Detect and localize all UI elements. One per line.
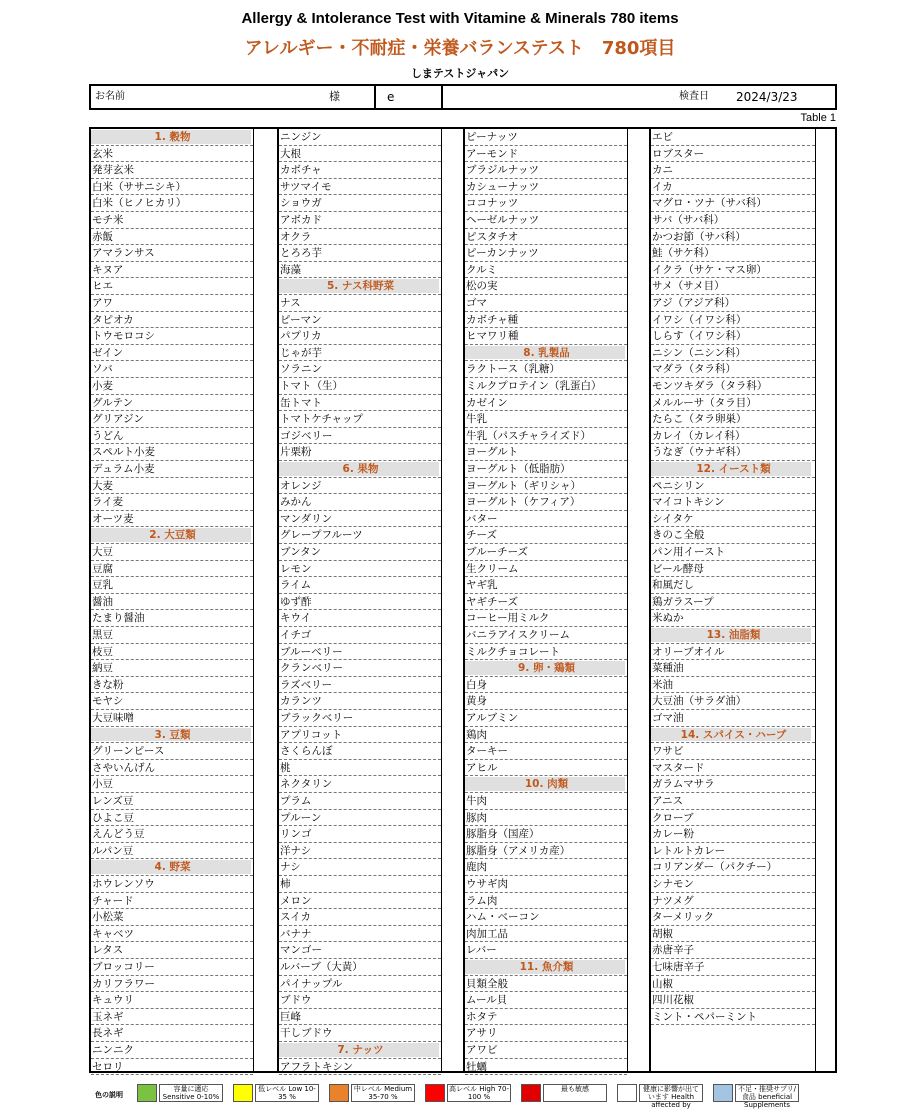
food-item: ホタテ [465, 1009, 627, 1026]
food-item: 赤飯 [91, 229, 253, 246]
food-item: キャベツ [91, 926, 253, 943]
food-item: きな粉 [91, 677, 253, 694]
column-divider [627, 129, 628, 1071]
food-item: 鶏ガラスープ [651, 594, 815, 611]
food-item: 牡蠣 [465, 1059, 627, 1076]
food-item: とろろ芋 [279, 245, 441, 262]
date-value: 2024/3/23 [736, 90, 798, 104]
food-item: カゼイン [465, 395, 627, 412]
food-item: ヤギ乳 [465, 577, 627, 594]
food-item: 醤油 [91, 594, 253, 611]
food-item: アジ（アジア科） [651, 295, 815, 312]
food-item: ネクタリン [279, 776, 441, 793]
legend-text: 低レベル Low 10-35 % [255, 1084, 319, 1102]
food-item: バニラアイスクリーム [465, 627, 627, 644]
food-item: アサリ [465, 1025, 627, 1042]
food-item: チーズ [465, 527, 627, 544]
category-header [91, 527, 253, 544]
date-label: 検査日 [679, 91, 709, 102]
category-header [279, 278, 441, 295]
food-item: うなぎ（ウナギ科） [651, 444, 815, 461]
food-item: プルーン [279, 810, 441, 827]
food-item: クランベリー [279, 660, 441, 677]
food-item: 発芽玄米 [91, 162, 253, 179]
food-item: マンダリン [279, 511, 441, 528]
food-item: うどん [91, 428, 253, 445]
food-item: ターメリック [651, 909, 815, 926]
food-item: エビ [651, 129, 815, 146]
food-item: レトルトカレー [651, 843, 815, 860]
food-item: 大豆味噌 [91, 710, 253, 727]
food-item: アフラトキシン [279, 1059, 441, 1076]
food-item: ワサビ [651, 743, 815, 760]
food-item: アルブミン [465, 710, 627, 727]
food-item: スイカ [279, 909, 441, 926]
food-item: えんどう豆 [91, 826, 253, 843]
food-item: メロン [279, 893, 441, 910]
category-header [465, 660, 627, 677]
food-item: アニス [651, 793, 815, 810]
food-item: バター [465, 511, 627, 528]
food-item: 大豆油（サラダ油） [651, 693, 815, 710]
category-header [651, 727, 815, 744]
column-divider [815, 129, 816, 1071]
food-item: 山椒 [651, 976, 815, 993]
food-item: チャード [91, 893, 253, 910]
food-item: ソラニン [279, 361, 441, 378]
food-item: プラム [279, 793, 441, 810]
food-item: ブロッコリー [91, 959, 253, 976]
legend-swatch [329, 1084, 349, 1102]
food-item: キヌア [91, 262, 253, 279]
food-item: 菜種油 [651, 660, 815, 677]
food-item: パイナップル [279, 976, 441, 993]
food-item: 和風だし [651, 577, 815, 594]
food-item: クルミ [465, 262, 627, 279]
food-item: 胡椒 [651, 926, 815, 943]
food-item: ココナッツ [465, 195, 627, 212]
food-item: ロブスター [651, 146, 815, 163]
food-item: トマトケチャップ [279, 411, 441, 428]
food-item: ヘーゼルナッツ [465, 212, 627, 229]
food-item: マダラ（タラ科） [651, 361, 815, 378]
food-item: みかん [279, 494, 441, 511]
food-item: オリーブオイル [651, 644, 815, 661]
food-item: リンゴ [279, 826, 441, 843]
food-item: ラズベリー [279, 677, 441, 694]
food-item: ヤギチーズ [465, 594, 627, 611]
food-item: 七味唐辛子 [651, 959, 815, 976]
food-item: グレープフルーツ [279, 527, 441, 544]
food-item: ブンタン [279, 544, 441, 561]
food-item: シイタケ [651, 511, 815, 528]
food-item: ニンジン [279, 129, 441, 146]
food-item: 玉ネギ [91, 1009, 253, 1026]
food-item: 白身 [465, 677, 627, 694]
info-bar [89, 84, 837, 110]
food-item: パン用イースト [651, 544, 815, 561]
food-item: ラクトース（乳糖） [465, 361, 627, 378]
legend-text: 容量に適応 Sensitive 0-10% [159, 1084, 223, 1102]
category-label: 3. 豆類 [154, 728, 191, 741]
food-item: 鶏肉 [465, 727, 627, 744]
food-item: レンズ豆 [91, 793, 253, 810]
category-label: 5. ナス科野菜 [326, 280, 395, 293]
honorific-label: 様 [329, 90, 340, 103]
food-item: マンゴー [279, 942, 441, 959]
category-header [91, 129, 253, 146]
food-item: サバ（サバ科） [651, 212, 815, 229]
food-item: きのこ全般 [651, 527, 815, 544]
food-item: ガラムマサラ [651, 776, 815, 793]
name-value: e [387, 90, 395, 104]
food-item: モンツキダラ（タラ科） [651, 378, 815, 395]
food-item: オレンジ [279, 478, 441, 495]
food-item: ハム・ベーコン [465, 909, 627, 926]
food-item: 肉加工品 [465, 926, 627, 943]
food-item: モヤシ [91, 693, 253, 710]
food-item: イワシ（イワシ科） [651, 312, 815, 329]
food-item: カニ [651, 162, 815, 179]
category-header [279, 461, 441, 478]
column-divider [441, 129, 442, 1071]
category-header [651, 461, 815, 478]
food-item: オクラ [279, 229, 441, 246]
food-item: シナモン [651, 876, 815, 893]
color-legend [89, 1084, 837, 1109]
food-item: サツマイモ [279, 179, 441, 196]
category-label: 14. スパイス・ハーブ [680, 728, 787, 741]
food-item: ゼイン [91, 345, 253, 362]
food-item: カランツ [279, 693, 441, 710]
food-item: 赤唐辛子 [651, 942, 815, 959]
category-header [651, 627, 815, 644]
food-item: ソバ [91, 361, 253, 378]
title-japanese: アレルギー・不耐症・栄養バランステスト 780項目 [244, 38, 676, 59]
category-label: 4. 野菜 [154, 861, 191, 874]
food-item: ナシ [279, 859, 441, 876]
food-item: アーモンド [465, 146, 627, 163]
food-item: カボチャ [279, 162, 441, 179]
category-label: 10. 肉類 [524, 778, 569, 791]
food-item: マスタード [651, 760, 815, 777]
food-item: ルパン豆 [91, 843, 253, 860]
food-item: 海藻 [279, 262, 441, 279]
food-item: レタス [91, 942, 253, 959]
food-item: 米油 [651, 677, 815, 694]
food-item: さやいんげん [91, 760, 253, 777]
food-item: モチ米 [91, 212, 253, 229]
food-item: さくらんぼ [279, 743, 441, 760]
food-item: 柿 [279, 876, 441, 893]
food-item: ひよこ豆 [91, 810, 253, 827]
legend-text: 高レベル High 70-100 % [447, 1084, 511, 1102]
food-item: 鮭（サケ科） [651, 245, 815, 262]
food-item: セロリ [91, 1059, 253, 1076]
legend-text: 中レベル Medium 35-70 % [351, 1084, 415, 1102]
food-item: 白米（ヒノヒカリ） [91, 195, 253, 212]
category-label: 9. 卵・鶏類 [518, 662, 575, 675]
food-item: グルテン [91, 395, 253, 412]
legend-swatch [617, 1084, 637, 1102]
food-item: ヨーグルト（ケフィア） [465, 494, 627, 511]
category-label: 6. 果物 [342, 463, 379, 475]
food-item: キュウリ [91, 992, 253, 1009]
food-item: ヒマワリ種 [465, 328, 627, 345]
food-item: 黒豆 [91, 627, 253, 644]
food-item: ゆず酢 [279, 594, 441, 611]
food-item: ヨーグルト（ギリシャ） [465, 478, 627, 495]
food-item: アボカド [279, 212, 441, 229]
food-item: イクラ（サケ・マス卵） [651, 262, 815, 279]
food-item: 缶トマト [279, 395, 441, 412]
food-item: ピーマン [279, 312, 441, 329]
food-item: たらこ（タラ卵巣） [651, 411, 815, 428]
food-item: 牛乳 [465, 411, 627, 428]
legend-swatch [713, 1084, 733, 1102]
food-item: スペルト小麦 [91, 444, 253, 461]
food-item: ニンニク [91, 1042, 253, 1059]
food-item: マグロ・ツナ（サバ科） [651, 195, 815, 212]
food-item: 長ネギ [91, 1025, 253, 1042]
food-item: 大豆 [91, 544, 253, 561]
food-item: 豆腐 [91, 561, 253, 578]
food-item: アワビ [465, 1042, 627, 1059]
food-item: ゴマ [465, 295, 627, 312]
food-item: 牛乳（パスチャライズド） [465, 428, 627, 445]
food-item: ゴマ油 [651, 710, 815, 727]
food-item: グリアジン [91, 411, 253, 428]
food-item: ルバーブ（大黄） [279, 959, 441, 976]
food-item: ピーナッツ [465, 129, 627, 146]
food-item: アヒル [465, 760, 627, 777]
food-item: ミルクプロテイン（乳蛋白） [465, 378, 627, 395]
food-item: 豚肉 [465, 810, 627, 827]
food-item: ライム [279, 577, 441, 594]
food-item: 豚脂身（国産） [465, 826, 627, 843]
food-item: グリーンピース [91, 743, 253, 760]
food-item: 小豆 [91, 776, 253, 793]
food-item: 小松菜 [91, 909, 253, 926]
food-item: トマト（生） [279, 378, 441, 395]
legend-swatch [233, 1084, 253, 1102]
food-item: 巨峰 [279, 1009, 441, 1026]
food-item: 大麦 [91, 478, 253, 495]
category-header [465, 959, 627, 976]
food-item: クローブ [651, 810, 815, 827]
food-item: ヨーグルト [465, 444, 627, 461]
food-table [89, 127, 837, 1073]
food-item: サメ（サメ目） [651, 278, 815, 295]
legend-text: 健康に影響が出ています Health affected by [639, 1084, 703, 1102]
category-header [91, 727, 253, 744]
food-item: コリアンダー（パクチー） [651, 859, 815, 876]
legend-text: 最も敏感 [543, 1084, 607, 1102]
food-item: 黄身 [465, 693, 627, 710]
title-english: Allergy & Intolerance Test with Vitamine & Minerals 780 items [241, 10, 679, 27]
food-item: ブドウ [279, 992, 441, 1009]
food-item: 桃 [279, 760, 441, 777]
food-item: しらす（イワシ科） [651, 328, 815, 345]
food-item: タピオカ [91, 312, 253, 329]
category-label: 2. 大豆類 [149, 529, 196, 542]
category-label: 13. 油脂類 [706, 629, 761, 641]
legend-swatch [521, 1084, 541, 1102]
category-label: 1. 穀物 [154, 131, 191, 143]
category-label: 12. イースト類 [696, 463, 771, 475]
food-item: ブルーベリー [279, 644, 441, 661]
name-label: お名前 [95, 91, 125, 102]
table-label: Table 1 [800, 112, 836, 124]
food-item: カボチャ種 [465, 312, 627, 329]
food-item: かつお節（サバ科） [651, 229, 815, 246]
food-item: アワ [91, 295, 253, 312]
category-header [465, 776, 627, 793]
legend-title: 色の説明 [95, 1091, 123, 1099]
food-item: ヨーグルト（低脂肪） [465, 461, 627, 478]
food-item: マイコトキシン [651, 494, 815, 511]
legend-swatch [137, 1084, 157, 1102]
food-item: 大根 [279, 146, 441, 163]
food-item: ターキー [465, 743, 627, 760]
food-item: カレー粉 [651, 826, 815, 843]
food-item: バナナ [279, 926, 441, 943]
food-item: ムール貝 [465, 992, 627, 1009]
food-item: 米ぬか [651, 610, 815, 627]
category-label: 11. 魚介類 [519, 961, 574, 973]
food-item: 豆乳 [91, 577, 253, 594]
food-item: 豚脂身（アメリカ産） [465, 843, 627, 860]
food-item: ミント・ペパーミント [651, 1009, 815, 1026]
food-item: コーヒー用ミルク [465, 610, 627, 627]
food-item: 干しブドウ [279, 1025, 441, 1042]
food-item: アプリコット [279, 727, 441, 744]
food-item: カレイ（カレイ科） [651, 428, 815, 445]
food-item: ピスタチオ [465, 229, 627, 246]
legend-text: 不足・推奨サプリ/食品 beneficial Supplements [735, 1084, 799, 1102]
food-item: オーツ麦 [91, 511, 253, 528]
food-item: じゃが芋 [279, 345, 441, 362]
food-item: 洋ナシ [279, 843, 441, 860]
food-item: アマランサス [91, 245, 253, 262]
food-item: 小麦 [91, 378, 253, 395]
food-item: イチゴ [279, 627, 441, 644]
divider [441, 86, 443, 108]
food-item: ブルーチーズ [465, 544, 627, 561]
food-item: 白米（ササニシキ） [91, 179, 253, 196]
food-item: ペニシリン [651, 478, 815, 495]
food-item: ナツメグ [651, 893, 815, 910]
food-item: ショウガ [279, 195, 441, 212]
food-item: 貝類全般 [465, 976, 627, 993]
category-header [91, 859, 253, 876]
food-item: ミルクチョコレート [465, 644, 627, 661]
food-item: レバー [465, 942, 627, 959]
food-item: 枝豆 [91, 644, 253, 661]
food-item: イカ [651, 179, 815, 196]
food-item: ナス [279, 295, 441, 312]
food-item: ブラジルナッツ [465, 162, 627, 179]
food-item: デュラム小麦 [91, 461, 253, 478]
food-item: パプリカ [279, 328, 441, 345]
legend-swatch [425, 1084, 445, 1102]
food-item: ビール酵母 [651, 561, 815, 578]
food-item: 牛肉 [465, 793, 627, 810]
food-item: カシューナッツ [465, 179, 627, 196]
food-item: ニシン（ニシン科） [651, 345, 815, 362]
divider [374, 86, 376, 108]
food-item: ライ麦 [91, 494, 253, 511]
food-item: 納豆 [91, 660, 253, 677]
category-header [465, 345, 627, 362]
company-name: しまテストジャパン [410, 67, 510, 80]
food-item: ブラックベリー [279, 710, 441, 727]
category-label: 7. ナッツ [337, 1044, 384, 1056]
food-item: メルルーサ（タラ目） [651, 395, 815, 412]
category-header [279, 1042, 441, 1059]
food-item: レモン [279, 561, 441, 578]
food-item: 片栗粉 [279, 444, 441, 461]
food-item: ウサギ肉 [465, 876, 627, 893]
food-item: ヒエ [91, 278, 253, 295]
food-item: トウモロコシ [91, 328, 253, 345]
food-item: ラム肉 [465, 893, 627, 910]
category-label: 8. 乳製品 [523, 346, 570, 359]
food-item: 玄米 [91, 146, 253, 163]
food-item: 生クリーム [465, 561, 627, 578]
food-item: 松の実 [465, 278, 627, 295]
food-item: 四川花椒 [651, 992, 815, 1009]
food-item: ピーカンナッツ [465, 245, 627, 262]
food-item: ゴジベリー [279, 428, 441, 445]
food-item: カリフラワー [91, 976, 253, 993]
food-item: ホウレンソウ [91, 876, 253, 893]
food-item: キウイ [279, 610, 441, 627]
food-item: 鹿肉 [465, 859, 627, 876]
column-divider [253, 129, 254, 1071]
food-item: たまり醤油 [91, 610, 253, 627]
